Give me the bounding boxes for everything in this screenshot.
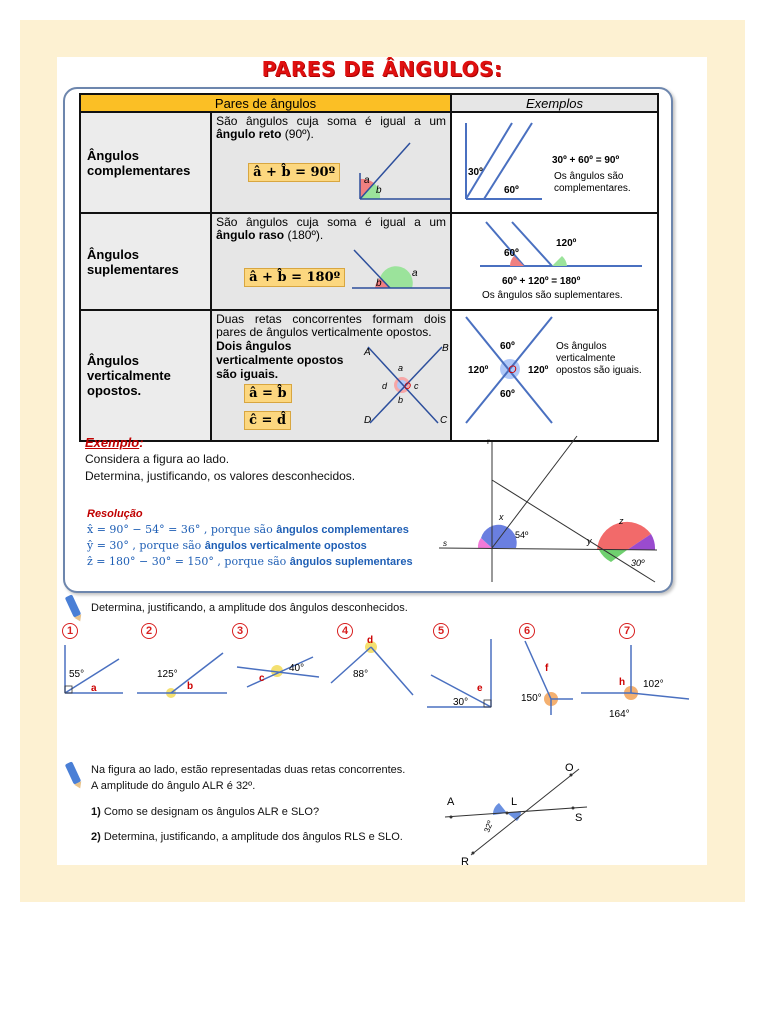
- exercise2-question-2: 2) Determina, justificando, a amplitude dos ângulos RLS e SLO.: [91, 831, 403, 843]
- svg-text:opostos são iguais.: opostos são iguais.: [556, 365, 642, 376]
- svg-text:30°: 30°: [453, 697, 469, 708]
- svg-text:L: L: [511, 796, 518, 808]
- complementary-example-figure: [452, 113, 657, 207]
- svg-text:b: b: [398, 395, 404, 405]
- item-number: 1: [62, 623, 78, 639]
- svg-text:150°: 150°: [521, 693, 542, 704]
- row-definition: [211, 112, 451, 213]
- svg-text:Os ângulos são suplementares.: Os ângulos são suplementares.: [482, 290, 623, 301]
- svg-text:B: B: [442, 343, 449, 354]
- definition-bold: Dois ângulos verticalmente opostos são iguais.: [216, 339, 344, 381]
- vertical-example-figure: [452, 311, 657, 435]
- example-heading: Exemplo:: [85, 435, 144, 450]
- table-header-examples: Exemplos: [451, 94, 658, 112]
- svg-text:c: c: [414, 381, 419, 391]
- formula-box: â + b̂ = 180º: [244, 268, 345, 287]
- svg-text:b: b: [376, 185, 382, 196]
- item4-figure: [327, 635, 419, 699]
- complementary-angle-figure: [350, 139, 454, 205]
- definition-text: São ângulos cuja soma é igual a um ângulo reto (90º).: [216, 114, 446, 141]
- row-example: [451, 213, 658, 310]
- svg-text:h: h: [619, 677, 626, 688]
- row-name-complementares: Ângulos complementares: [80, 112, 211, 213]
- svg-text:complementares.: complementares.: [554, 183, 631, 194]
- svg-text:C: C: [440, 415, 448, 426]
- table-header-pairs: Pares de ângulos: [80, 94, 451, 112]
- svg-text:R: R: [461, 856, 469, 865]
- row-example: [451, 310, 658, 441]
- item3-figure: [233, 643, 325, 699]
- item2-figure: [133, 643, 233, 699]
- svg-text:164°: 164°: [609, 709, 630, 720]
- table-row: [80, 213, 658, 310]
- svg-text:32º: 32º: [482, 819, 495, 834]
- row-definition: [211, 213, 451, 310]
- svg-text:e: e: [477, 683, 483, 694]
- row-name-verticalmente-opostos: Ângulos verticalmente opostos.: [80, 310, 211, 441]
- svg-text:60º: 60º: [500, 341, 515, 352]
- item-number: 6: [519, 623, 535, 639]
- svg-text:60º + 120º = 180º: 60º + 120º = 180º: [502, 276, 581, 287]
- formula-box: ĉ = d̂: [244, 411, 291, 430]
- svg-text:30º + 60º = 90º: 30º + 60º = 90º: [552, 155, 620, 166]
- svg-text:A: A: [364, 347, 371, 358]
- svg-text:s: s: [443, 539, 447, 548]
- resolution-z: ẑ = 180° − 30° = 150° , porque são ângulos suplementares: [87, 555, 413, 568]
- angle-pairs-table: [79, 93, 659, 442]
- svg-text:f: f: [545, 663, 549, 674]
- exercise2-figure: [437, 757, 597, 865]
- svg-text:55°: 55°: [69, 669, 85, 680]
- svg-text:102°: 102°: [643, 679, 664, 690]
- svg-text:88°: 88°: [353, 669, 369, 680]
- svg-text:c: c: [259, 673, 265, 684]
- pencil-icon: [65, 761, 82, 784]
- svg-text:a: a: [91, 683, 97, 694]
- svg-text:Os ângulos são: Os ângulos são: [554, 171, 624, 182]
- exercise2-question-1: 1) Como se designam os ângulos ALR e SLO?: [91, 806, 320, 818]
- item1-figure: [57, 643, 129, 699]
- svg-text:A: A: [447, 796, 455, 808]
- svg-text:30º: 30º: [631, 558, 645, 568]
- svg-text:30º: 30º: [468, 167, 483, 178]
- svg-text:d: d: [382, 381, 388, 391]
- svg-text:b: b: [376, 278, 382, 289]
- resolution-heading: Resolução: [87, 508, 143, 520]
- svg-text:x: x: [499, 512, 504, 522]
- svg-text:60º: 60º: [504, 248, 519, 259]
- resolution-x: x̂ = 90° − 54° = 36° , porque são ângulos complementares: [87, 523, 409, 536]
- svg-text:120º: 120º: [468, 365, 489, 376]
- svg-text:S: S: [575, 812, 583, 824]
- item7-figure: [577, 643, 693, 723]
- page-title: PARES DE ÂNGULOS:: [261, 57, 503, 81]
- svg-text:120º: 120º: [556, 238, 577, 249]
- item-number: 3: [232, 623, 248, 639]
- svg-text:125°: 125°: [157, 669, 178, 680]
- svg-text:r: r: [487, 437, 490, 446]
- svg-text:40°: 40°: [289, 663, 305, 674]
- row-definition: [211, 310, 451, 441]
- exercise1-instruction: Determina, justificando, a amplitude dos ângulos desconhecidos.: [91, 602, 408, 614]
- table-row: [80, 310, 658, 441]
- row-example: [451, 112, 658, 213]
- item-number: 4: [337, 623, 353, 639]
- svg-text:60º: 60º: [500, 389, 515, 400]
- example-line: Determina, justificando, os valores desconhecidos.: [85, 469, 356, 483]
- svg-text:60º: 60º: [504, 185, 519, 196]
- resolution-y: ŷ = 30° , porque são ângulos verticalmente opostos: [87, 539, 367, 552]
- svg-text:y: y: [587, 536, 592, 546]
- svg-text:D: D: [364, 415, 372, 426]
- exercise2-line: A amplitude do ângulo ALR é 32º.: [91, 780, 256, 792]
- svg-text:54º: 54º: [515, 530, 529, 540]
- svg-text:verticalmente: verticalmente: [556, 353, 616, 364]
- item-number: 7: [619, 623, 635, 639]
- supplementary-example-figure: [452, 214, 657, 304]
- example-figure: [419, 432, 659, 584]
- item-number: 5: [433, 623, 449, 639]
- svg-text:120º: 120º: [528, 365, 549, 376]
- item-number: 2: [141, 623, 157, 639]
- worksheet: [57, 57, 707, 865]
- item6-figure: [511, 639, 575, 717]
- svg-text:d: d: [367, 635, 374, 646]
- formula-box: â + b̂ = 90º: [248, 163, 340, 182]
- svg-text:O: O: [565, 762, 574, 774]
- svg-text:a: a: [364, 175, 370, 186]
- definition-text: Duas retas concorrentes formam dois pares de ângulos verticalmente opostos.: [216, 312, 446, 339]
- svg-text:z: z: [619, 516, 624, 526]
- pencil-icon: [65, 594, 82, 617]
- exercise2-line: Na figura ao lado, estão representadas duas retas concorrentes.: [91, 764, 406, 776]
- svg-text:b: b: [187, 681, 194, 692]
- row-name-suplementares: Ângulos suplementares: [80, 213, 211, 310]
- table-row: [80, 112, 658, 213]
- definition-text: São ângulos cuja soma é igual a um ângulo raso (180º).: [216, 215, 446, 242]
- svg-text:O: O: [404, 381, 412, 391]
- svg-text:Os ângulos: Os ângulos: [556, 341, 607, 352]
- svg-text:a: a: [398, 363, 404, 373]
- svg-text:O: O: [508, 364, 517, 376]
- vertical-angles-figure: [362, 339, 454, 435]
- supplementary-angle-figure: [350, 244, 454, 302]
- svg-text:a: a: [412, 268, 418, 279]
- formula-box: â = b̂: [244, 384, 291, 403]
- example-block: [79, 434, 657, 584]
- item5-figure: [423, 635, 503, 711]
- example-line: Considera a figura ao lado.: [85, 452, 230, 466]
